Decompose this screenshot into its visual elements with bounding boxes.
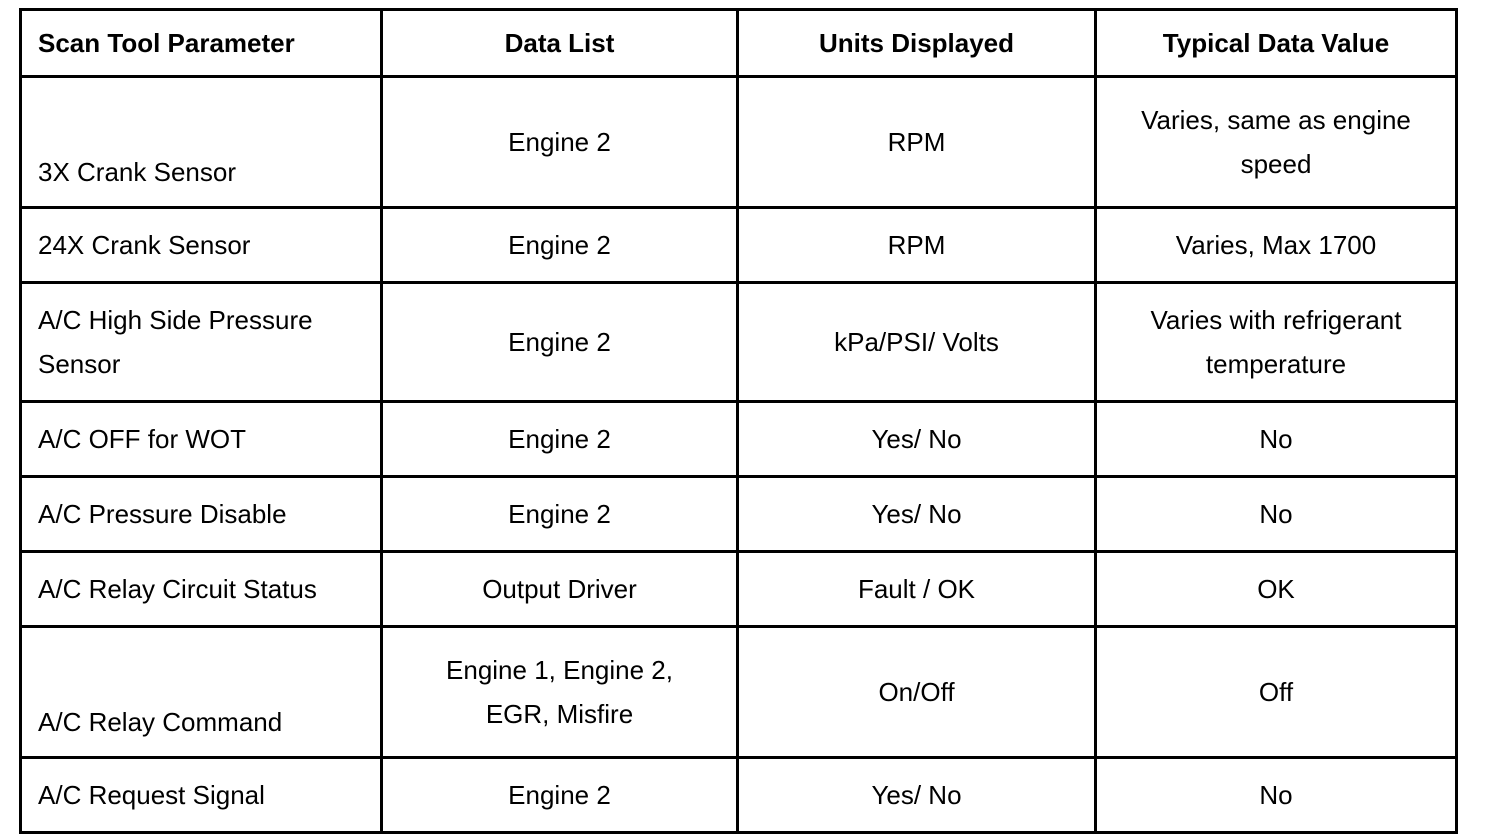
table-row [21,477,1457,552]
typical-value-cell [1096,283,1457,402]
data-list-cell [382,208,738,283]
typical-value-cell [1096,77,1457,208]
data-list-text: Engine 2 [508,424,611,454]
typical-value-text: Varies, same as engine speed [1141,105,1411,179]
table-row [21,627,1457,758]
typical-value-cell [1096,758,1457,833]
table-row [21,208,1457,283]
header-typical-data-value: Typical Data Value [1096,10,1457,77]
data-list-cell [382,758,738,833]
parameter-text: A/C Relay Command [38,707,283,737]
units-text: Yes/ No [871,499,962,529]
units-text: kPa/PSI/ Volts [834,327,999,357]
units-text: Yes/ No [871,780,962,810]
data-list-cell [382,402,738,477]
table-row [21,552,1457,627]
parameter-text: A/C OFF for WOT [38,424,246,454]
data-list-cell [382,283,738,402]
typical-value-text: OK [1257,574,1295,604]
table-row [21,77,1457,208]
data-list-text: Output Driver [482,574,637,604]
units-text: RPM [887,127,946,157]
data-list-text: Engine 2 [508,327,611,357]
scan-tool-parameter-table [19,8,1458,834]
data-list-text: Engine 2 [508,230,611,260]
units-cell [738,552,1096,627]
units-text: On/Off [878,677,955,707]
data-list-text: Engine 1, Engine 2, EGR, Misfire [446,655,673,729]
header-scan-tool-parameter: Scan Tool Parameter [21,10,382,77]
data-list-text: Engine 2 [508,127,611,157]
typical-value-text: No [1259,780,1293,810]
parameter-text: 24X Crank Sensor [38,230,251,260]
units-cell [738,627,1096,758]
units-cell [738,758,1096,833]
header-units-displayed: Units Displayed [738,10,1096,77]
parameter-cell [21,208,382,283]
typical-value-text: No [1259,424,1293,454]
data-list-text: Engine 2 [508,499,611,529]
table-header-row [21,10,1457,77]
parameter-cell [21,402,382,477]
typical-value-cell [1096,208,1457,283]
units-text: Yes/ No [871,424,962,454]
data-list-cell [382,627,738,758]
parameter-cell [21,283,382,402]
parameter-text: A/C Relay Circuit Status [38,574,317,604]
header-data-list: Data List [382,10,738,77]
parameter-text: A/C High Side Pressure Sensor [38,305,313,379]
table-row [21,758,1457,833]
units-cell [738,77,1096,208]
typical-value-text: Varies with refrigerant temperature [1150,305,1402,379]
parameter-cell [21,77,382,208]
data-list-cell [382,77,738,208]
units-cell [738,283,1096,402]
parameter-text: A/C Request Signal [38,780,265,810]
typical-value-cell [1096,552,1457,627]
parameter-cell [21,552,382,627]
data-list-cell [382,477,738,552]
units-cell [738,402,1096,477]
parameter-cell [21,627,382,758]
typical-value-cell [1096,627,1457,758]
typical-value-text: No [1259,499,1293,529]
units-cell [738,208,1096,283]
typical-value-cell [1096,477,1457,552]
units-text: Fault / OK [857,574,976,604]
typical-value-text: Varies, Max 1700 [1175,230,1377,260]
parameter-cell [21,758,382,833]
parameter-text: A/C Pressure Disable [38,499,287,529]
units-text: RPM [887,230,946,260]
data-list-cell [382,552,738,627]
data-list-text: Engine 2 [508,780,611,810]
units-cell [738,477,1096,552]
typical-value-cell [1096,402,1457,477]
table-row [21,283,1457,402]
typical-value-text: Off [1258,677,1294,707]
parameter-cell [21,477,382,552]
table-row [21,402,1457,477]
parameter-text: 3X Crank Sensor [38,157,236,187]
